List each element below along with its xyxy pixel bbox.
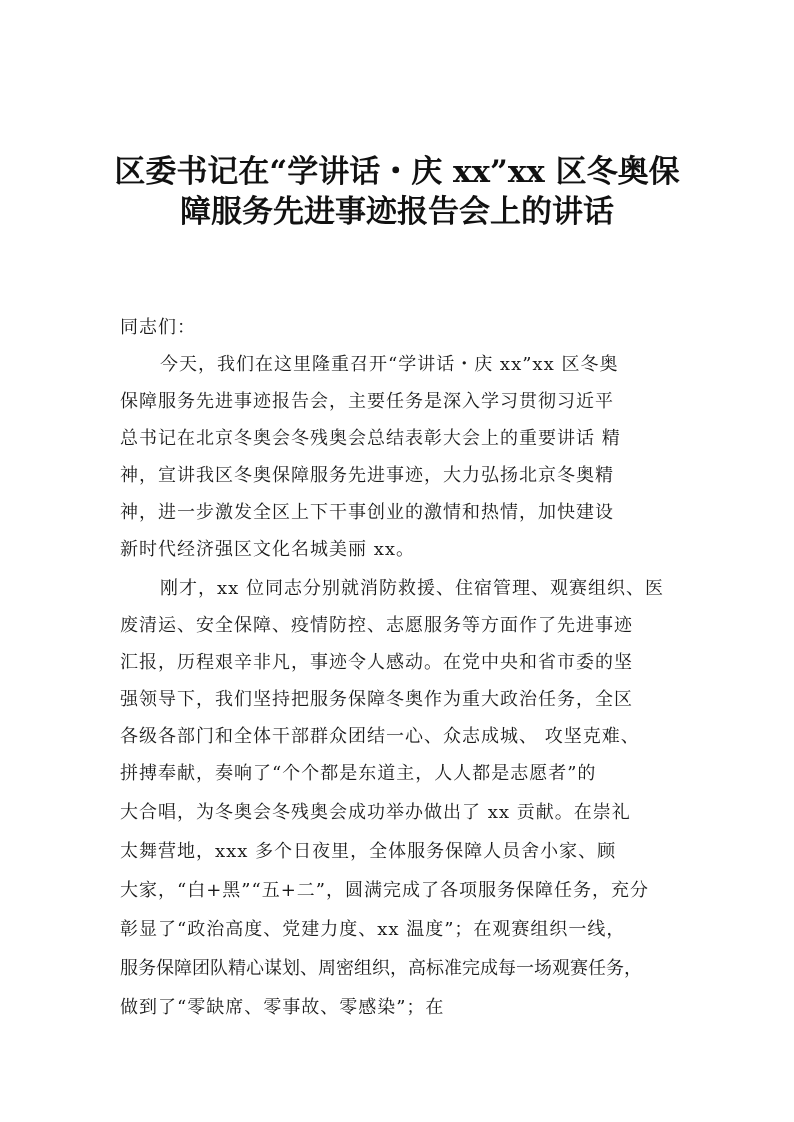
document-title-line-2: 障服务先进事迹报告会上的讲话 xyxy=(180,194,614,230)
paragraph-line: 刚才，xx 位同志分别就消防救援、住宿管理、观赛组织、医 xyxy=(160,578,665,599)
paragraph-line: 彰显了“政治高度、党建力度、xx 温度”；在观赛组织一线， xyxy=(120,919,626,940)
paragraph-line: 服务保障团队精心谋划、周密组织，高标准完成每一场观赛任务， xyxy=(120,958,642,979)
paragraph-line: 今天，我们在这里隆重召开“学讲话・庆 xx”xx 区冬奥 xyxy=(160,354,619,375)
paragraph-line: 各级各部门和全体干部群众团结一心、众志成城、 攻坚克难、 xyxy=(120,726,640,747)
paragraph-line: 强领导下，我们坚持把服务保障冬奥作为重大政治任务，全区 xyxy=(120,689,633,710)
paragraph-line: 保障服务先进事迹报告会，主要任务是深入学习贯彻习近平 xyxy=(120,391,614,412)
paragraph-line: 汇报，历程艰辛非凡，事迹令人感动。在党中央和省市委的坚 xyxy=(120,652,633,673)
paragraph-line: 大合唱，为冬奥会冬残奥会成功举办做出了 xx 贡献。在崇礼 xyxy=(120,802,631,823)
salutation: 同志们： xyxy=(120,317,196,338)
paragraph-line: 新时代经济强区文化名城美丽 xx。 xyxy=(120,539,416,560)
paragraph-line: 做到了“零缺席、零事故、零感染”；在 xyxy=(120,997,445,1018)
paragraph-line: 神，进一步激发全区上下干事创业的激情和热情，加快建设 xyxy=(120,502,614,523)
paragraph-line: 总书记在北京冬奥会冬残奥会总结表彰大会上的重要讲话 精 xyxy=(120,428,621,449)
paragraph-line: 大家，“白+黑”“五+二”，圆满完成了各项服务保障任务，充分 xyxy=(120,880,649,901)
paragraph-line: 拼搏奉献，奏响了“个个都是东道主，人人都是志愿者”的 xyxy=(120,763,597,784)
paragraph-line: 废清运、安全保障、疫情防控、志愿服务等方面作了先进事迹 xyxy=(120,615,633,636)
paragraph-line: 太舞营地，xxx 多个日夜里，全体服务保障人员舍小家、顾 xyxy=(120,841,617,862)
document-title-line-1: 区委书记在“学讲话・庆 xx”xx 区冬奥保 xyxy=(114,154,680,190)
paragraph-line: 神，宣讲我区冬奥保障服务先进事迹，大力弘扬北京冬奥精 xyxy=(120,465,614,486)
